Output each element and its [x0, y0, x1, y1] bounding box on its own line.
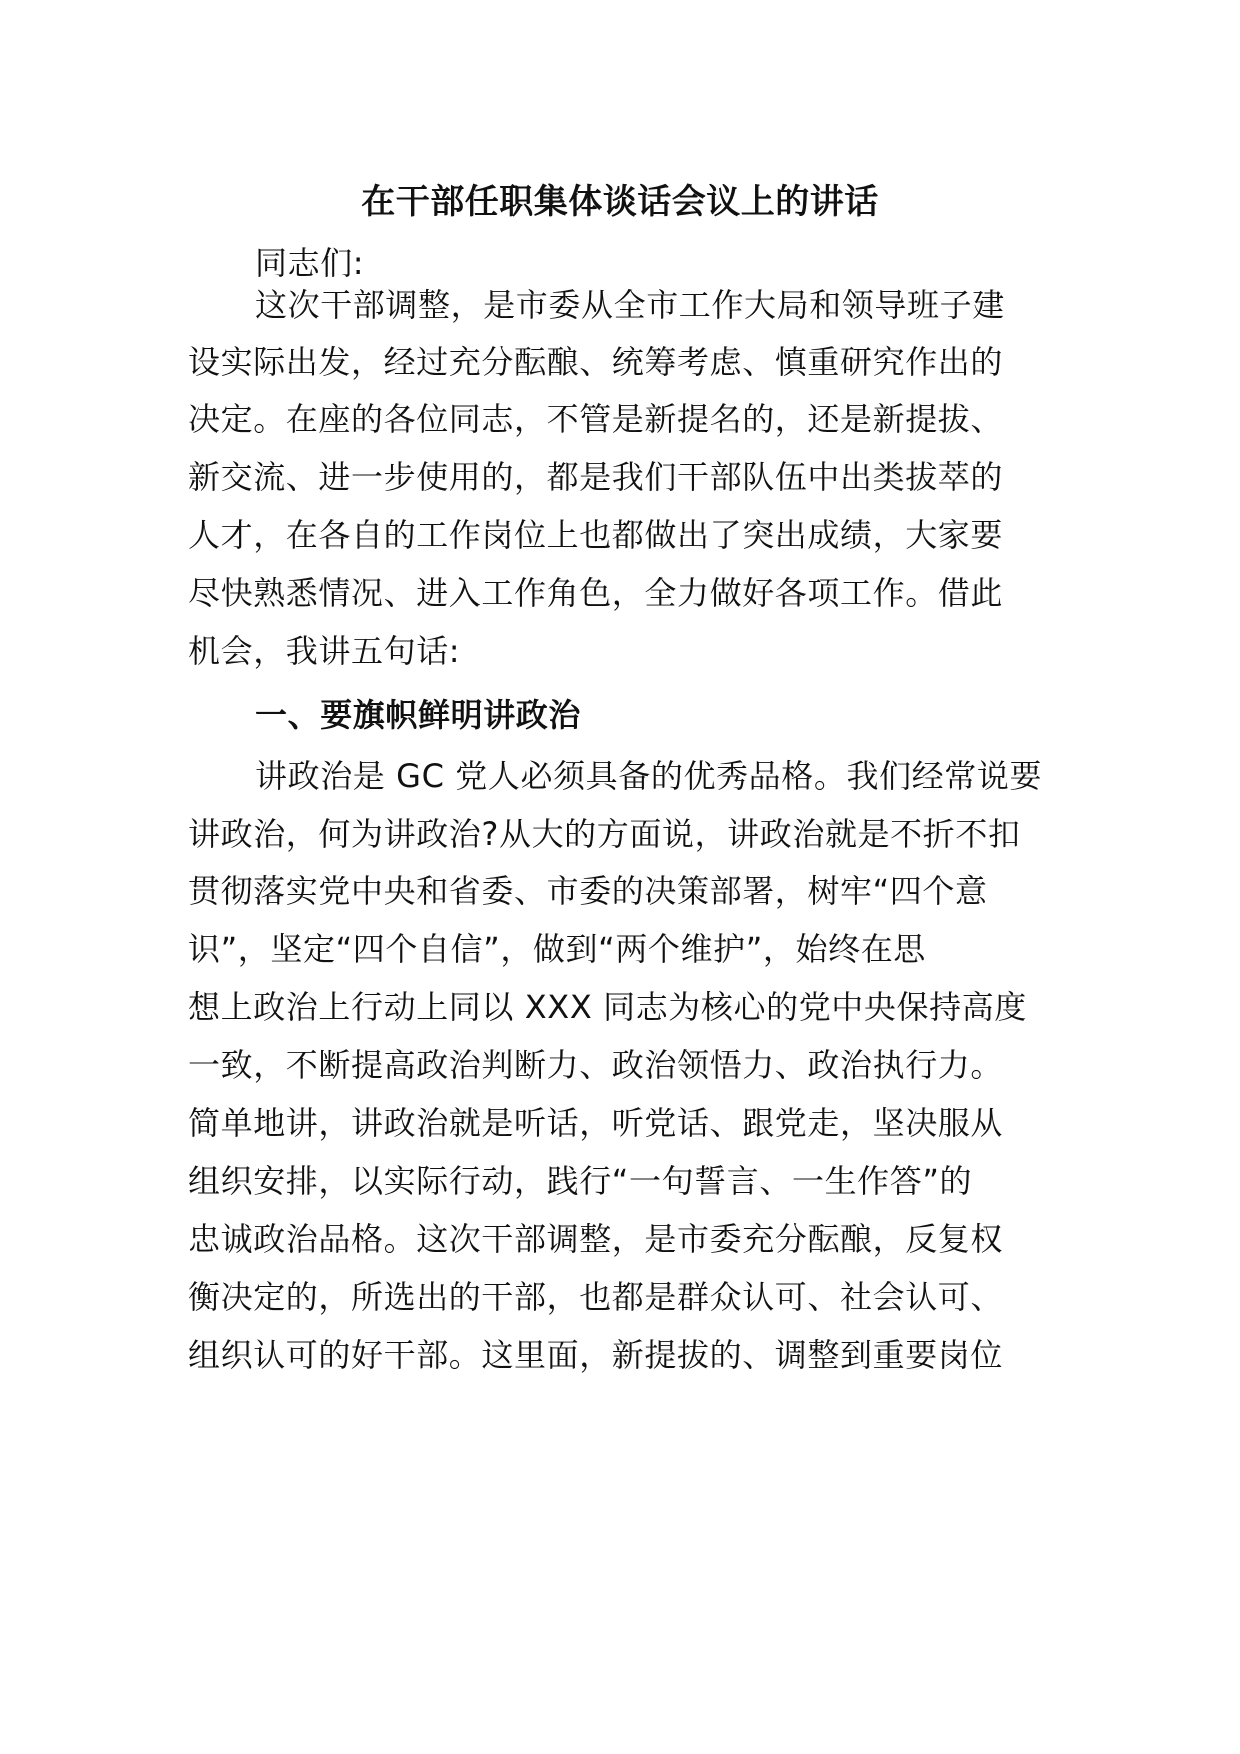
paragraph-line: 组织认可的好干部。这里面，新提拔的、调整到重要岗位	[188, 1336, 1004, 1374]
section-heading: 一、要旗帜鲜明讲政治	[255, 696, 582, 734]
paragraph-line: 这次干部调整，是市委从全市工作大局和领导班子建	[255, 286, 1005, 324]
paragraph-line: 讲政治是 GC 党人必须具备的优秀品格。我们经常说要	[255, 757, 1043, 795]
paragraph-line: 简单地讲，讲政治就是听话，听党话、跟党走，坚决服从	[188, 1104, 1004, 1142]
salutation: 同志们:	[255, 244, 365, 282]
paragraph-line: 组织安排，以实际行动，践行“一句誓言、一生作答”的	[188, 1162, 973, 1200]
paragraph-line: 想上政治上行动上同以 XXX 同志为核心的党中央保持高度	[188, 988, 1027, 1026]
paragraph-line: 机会，我讲五句话:	[188, 632, 461, 670]
paragraph-line: 忠诚政治品格。这次干部调整，是市委充分酝酿，反复权	[188, 1220, 1004, 1258]
paragraph-line: 新交流、进一步使用的，都是我们干部队伍中出类拔萃的	[188, 458, 1004, 496]
paragraph-line: 设实际出发，经过充分酝酿、统筹考虑、慎重研究作出的	[188, 343, 1004, 381]
paragraph-line: 衡决定的，所选出的干部，也都是群众认可、社会认可、	[188, 1278, 1004, 1316]
paragraph-line: 识”，坚定“四个自信”，做到“两个维护”，始终在思	[188, 930, 926, 968]
paragraph-line: 尽快熟悉情况、进入工作角色，全力做好各项工作。借此	[188, 574, 1004, 612]
paragraph-line: 决定。在座的各位同志，不管是新提名的，还是新提拔、	[188, 400, 1004, 438]
document-title: 在干部任职集体谈话会议上的讲话	[361, 182, 879, 222]
paragraph-line: 讲政治，何为讲政治?从大的方面说，讲政治就是不折不扣	[188, 815, 1021, 853]
paragraph-line: 人才，在各自的工作岗位上也都做出了突出成绩，大家要	[188, 516, 1004, 554]
paragraph-line: 一致，不断提高政治判断力、政治领悟力、政治执行力。	[188, 1046, 1004, 1084]
paragraph-line: 贯彻落实党中央和省委、市委的决策部署，树牢“四个意	[188, 872, 988, 910]
